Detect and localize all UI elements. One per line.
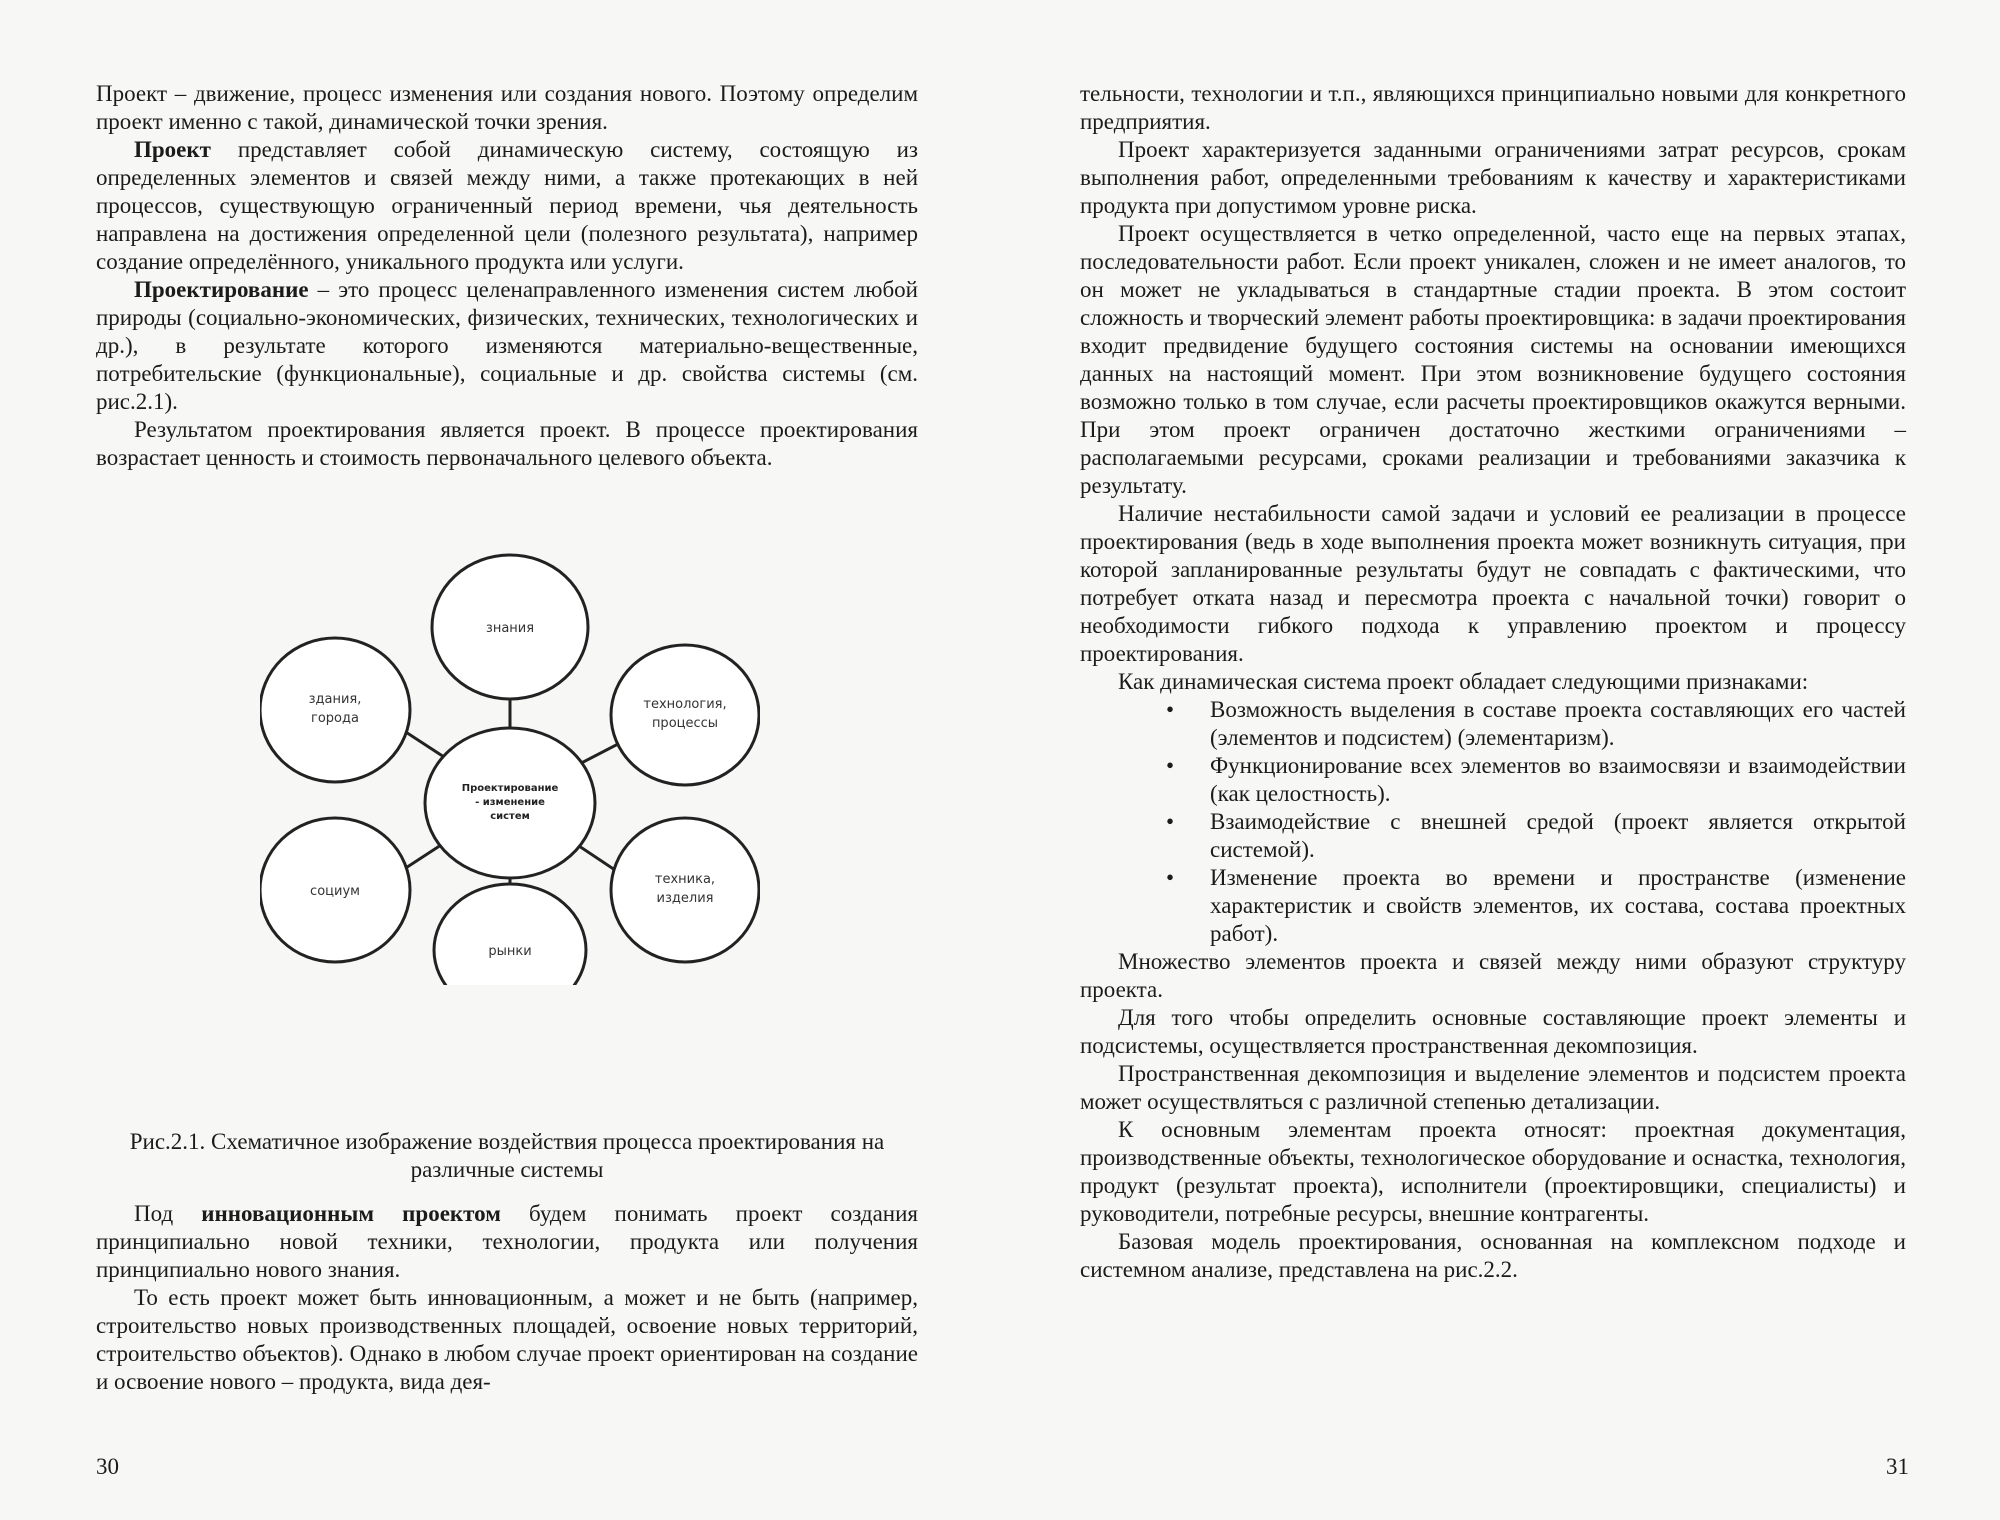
figure-2-1-diagram — [260, 545, 760, 985]
svg-text:изделия: изделия — [656, 891, 714, 906]
bullet-icon: • — [1166, 753, 1175, 778]
paragraph: Для того чтобы определить основные составляющие проект элементы и подсистемы, осуществляется пространственная декомпозиция. — [1080, 1005, 1906, 1058]
svg-text:социум: социум — [310, 884, 360, 899]
figure-caption: Рис.2.1. Схематичное изображение воздействия процесса проектирования на различные системы — [129, 1129, 885, 1182]
list-item: • Взаимодействие с внешней средой (проект является открытой системой). — [1166, 809, 1906, 862]
paragraph: Под инновационным проектом будем понимать проект создания принципиально новой техники, технологии, продукта или получения принципиально нового знания. — [96, 1201, 918, 1282]
list-item: • Функционирование всех элементов во взаимосвязи и взаимодействии (как целостность). — [1166, 753, 1906, 806]
svg-text:процессы: процессы — [651, 716, 719, 731]
page-number-left: 30 — [96, 1454, 119, 1479]
svg-text:Проектирование: Проектирование — [461, 783, 559, 794]
node-knowledge — [432, 555, 588, 699]
list-item: • Изменение проекта во времени и пространстве (изменение характеристик и свойств элементов, их состава, состава проектных работ). — [1166, 865, 1906, 946]
paragraph: Проект – движение, процесс изменения или создания нового. Поэтому определим проект именно с такой, динамической точки зрения. — [96, 81, 918, 134]
node-technology — [611, 645, 759, 785]
term-bold: Проектирование — [134, 277, 309, 302]
paragraph: Как динамическая система проект обладает следующими признаками: — [1118, 669, 1809, 694]
paragraph: Множество элементов проекта и связей между ними образуют структуру проекта. — [1080, 949, 1906, 1002]
svg-text:знания: знания — [485, 621, 535, 636]
paragraph-continuation: тельности, технологии и т.п., являющихся принципиально новыми для конкретного предприятия. — [1080, 81, 1906, 134]
bullet-icon: • — [1166, 865, 1175, 890]
paragraph: Базовая модель проектирования, основанная на комплексном подходе и системном анализе, представлена на рис.2.2. — [1080, 1229, 1906, 1282]
node-center-design — [425, 728, 595, 878]
page-number-right: 31 — [1886, 1454, 1909, 1479]
term-bold: Проект — [134, 137, 211, 162]
paragraph: Проект характеризуется заданными ограничениями затрат ресурсов, срокам выполнения работ, определенными требованиям к качеству и характеристиками продукта при допустимом уровне риска. — [1080, 137, 1906, 218]
list-item: • Возможность выделения в составе проекта составляющих его частей (элементов и подсистем) (элементаризм). — [1166, 697, 1906, 750]
svg-text:города: города — [311, 711, 359, 726]
bullet-list — [1080, 696, 1906, 948]
svg-text:здания,: здания, — [308, 692, 362, 707]
svg-text:систем: систем — [490, 811, 530, 822]
bullet-icon: • — [1166, 697, 1175, 722]
right-page — [1000, 0, 2000, 1520]
left-page-top-text — [96, 80, 918, 472]
left-page-bottom-text — [96, 1200, 918, 1396]
paragraph: Проект представляет собой динамическую систему, состоящую из определенных элементов и связей между ними, а также протекающих в ней процессов, существующую ограниченный период времени, чья деятельность направлена на достижения определенной цели (полезного результата), например создание определённого, уникального продукта или услуги. — [96, 137, 918, 274]
paragraph: Пространственная декомпозиция и выделение элементов и подсистем проекта может осуществляться с различной степенью детализации. — [1080, 1061, 1906, 1114]
term-bold: инновационным проектом — [201, 1201, 501, 1226]
node-machinery — [611, 818, 759, 962]
node-buildings — [260, 638, 410, 782]
svg-text:техника,: техника, — [654, 872, 716, 887]
paragraph: Проектирование – это процесс целенаправленного изменения систем любой природы (социально-экономических, физических, технических, технологических и др.), в результате которого изменяются материально-вещественные, потребительские (функциональные), социальные и др. свойства системы (см. рис.2.1). — [96, 277, 918, 414]
paragraph: Проект осуществляется в четко определенной, часто еще на первых этапах, последовательности работ. Если проект уникален, сложен и не имеет аналогов, то он может не укладываться в стандартные стадии проекта. В этом состоит сложность и творческий элемент работы проектировщика: в задачи проектирования входит предвидение будущего состояния системы на основании имеющихся данных на настоящий момент. При этом возникновение будущего состояния возможно только в том случае, если расчеты проектировщиков окажутся верными. При этом проект ограничен достаточно жесткими ограничениями – располагаемыми ресурсами, сроками реализации и требованиями заказчика к результату. — [1080, 221, 1906, 498]
paragraph: То есть проект может быть инновационным, а может и не быть (например, строительство новых производственных площадей, освоение новых территорий, строительство объектов). Однако в любом случае проект ориентирован на создание и освоение нового – продукта, вида дея- — [96, 1285, 918, 1394]
paragraph: К основным элементам проекта относят: проектная документация, производственные объекты, технологическое оборудование и оснастка, технология, продукт (результат проекта), исполнители (проектировщики, специалисты) и руководители, потребные ресурсы, внешние контрагенты. — [1080, 1117, 1906, 1226]
node-society — [260, 818, 410, 962]
node-markets — [434, 884, 586, 985]
svg-text:- изменение: - изменение — [475, 797, 545, 808]
svg-text:рынки: рынки — [488, 944, 532, 959]
svg-text:технология,: технология, — [643, 697, 727, 712]
paragraph: Результатом проектирования является проект. В процессе проектирования возрастает ценность и стоимость первоначального целевого объекта. — [96, 417, 918, 470]
paragraph: Наличие нестабильности самой задачи и условий ее реализации в процессе проектирования (ведь в ходе выполнения проекта может возникнуть ситуация, при которой запланированные результаты будут не совпадать с фактическими, что потребует отката назад и пересмотра проекта с начальной точки) говорит о необходимости гибкого подхода к управлению проектом и процессу проектирования. — [1080, 501, 1906, 666]
bullet-icon: • — [1166, 809, 1175, 834]
right-page-text — [1080, 80, 1906, 1284]
